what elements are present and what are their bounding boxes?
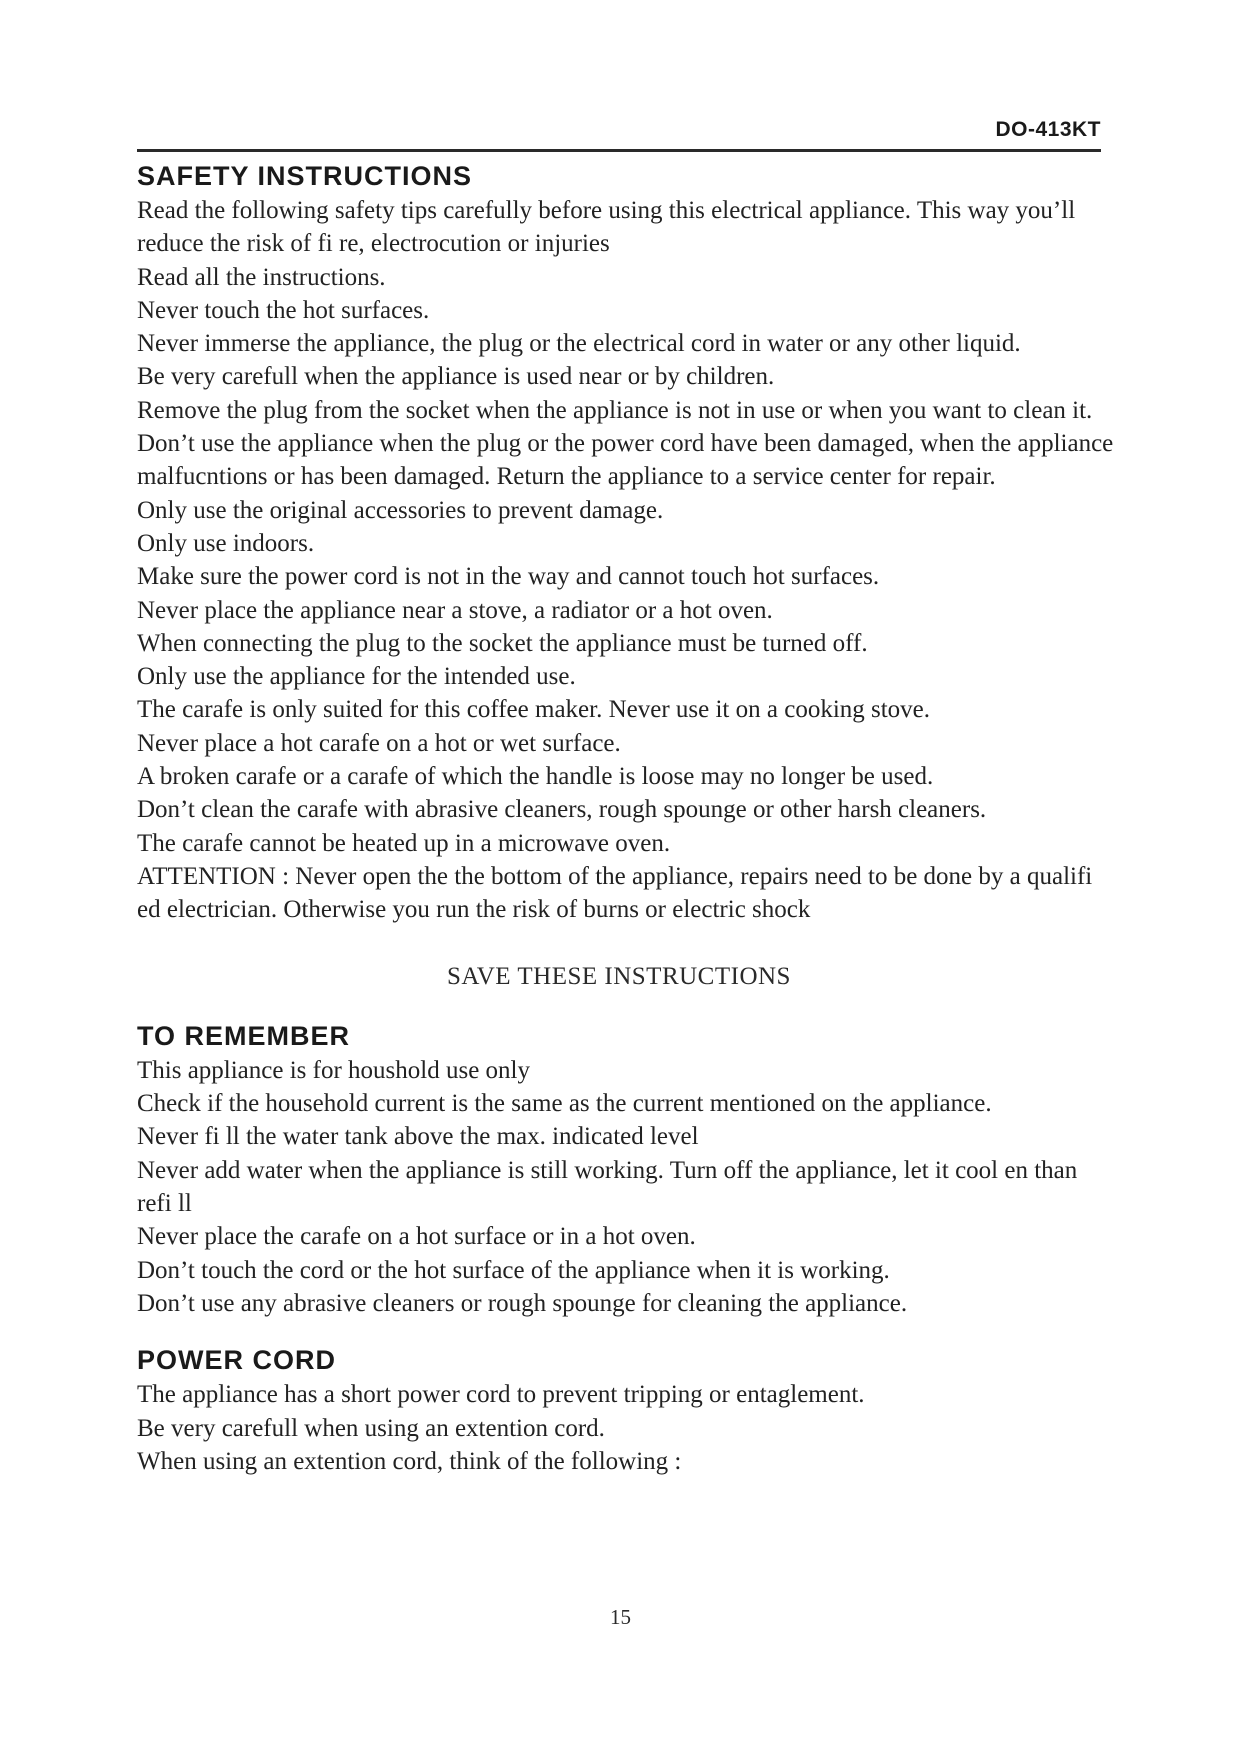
save-instructions-notice: SAVE THESE INSTRUCTIONS [447, 962, 791, 990]
safety-line: Read all the instructions. [137, 263, 386, 291]
remember-line: Check if the household current is the same as the current mentioned on the appliance. [137, 1090, 992, 1118]
safety-line: When connecting the plug to the socket the appliance must be turned off. [137, 629, 868, 657]
safety-instructions-section [137, 158, 1117, 993]
safety-line: Never immerse the appliance, the plug or the electrical cord in water or any other liquid. [137, 330, 1021, 358]
safety-instructions-heading: SAFETY INSTRUCTIONS [137, 161, 473, 191]
power-cord-section [137, 1342, 1117, 1478]
model-code: DO-413KT [995, 118, 1101, 141]
safety-line: Don’t use the appliance when the plug or the power cord have been damaged, when the appliance malfucntions or has been damaged. Return the appliance to a service center for repair. [137, 430, 1114, 491]
safety-line: A broken carafe or a carafe of which the handle is loose may no longer be used. [137, 763, 934, 791]
safety-line: Never place a hot carafe on a hot or wet surface. [137, 729, 621, 757]
header-divider [137, 149, 1101, 152]
power-cord-line: Be very carefull when using an extention cord. [137, 1414, 605, 1442]
to-remember-heading: TO REMEMBER [137, 1020, 351, 1051]
remember-line: Never fi ll the water tank above the max. indicated level [137, 1123, 699, 1151]
section-spacer [137, 1320, 1117, 1342]
to-remember-section [137, 1018, 1117, 1320]
power-cord-heading: POWER CORD [137, 1345, 336, 1376]
safety-line: Only use indoors. [137, 529, 315, 557]
remember-line: Never place the carafe on a hot surface or in a hot oven. [137, 1223, 696, 1251]
power-cord-line: The appliance has a short power cord to prevent tripping or entaglement. [137, 1381, 865, 1409]
safety-instructions-list [137, 194, 1117, 927]
power-cord-line: When using an extention cord, think of the following : [137, 1447, 682, 1475]
safety-line: The carafe cannot be heated up in a microwave oven. [137, 829, 671, 857]
safety-line: Remove the plug from the socket when the appliance is not in use or when you want to clean it. [137, 396, 1093, 424]
remember-line: Don’t touch the cord or the hot surface of the appliance when it is working. [137, 1256, 890, 1284]
safety-line: Read the following safety tips carefully before using this electrical appliance. This way you’ll reduce the risk of fi re, electrocution or injuries [137, 197, 1076, 258]
safety-line: Never touch the hot surfaces. [137, 296, 430, 324]
remember-line: Never add water when the appliance is still working. Turn off the appliance, let it cool en than refi ll [137, 1156, 1078, 1218]
manual-page-content [137, 158, 1117, 1478]
to-remember-list [137, 1054, 1117, 1320]
safety-line: ATTENTION : Never open the the bottom of the appliance, repairs need to be done by a qualifi ed electrician. Otherwise you run the risk of burns or electric shock [137, 862, 1093, 924]
remember-line: Don’t use any abrasive cleaners or rough spounge for cleaning the appliance. [137, 1289, 908, 1317]
page-number: 15 [610, 1605, 631, 1629]
safety-line: The carafe is only suited for this coffee maker. Never use it on a cooking stove. [137, 696, 931, 724]
power-cord-list [137, 1378, 1117, 1478]
safety-line: Only use the original accessories to prevent damage. [137, 496, 664, 524]
safety-line: Don’t clean the carafe with abrasive cleaners, rough spounge or other harsh cleaners. [137, 796, 987, 824]
remember-line: This appliance is for houshold use only [137, 1056, 530, 1084]
safety-line: Make sure the power cord is not in the way and cannot touch hot surfaces. [137, 563, 880, 591]
safety-line: Only use the appliance for the intended use. [137, 663, 576, 691]
safety-line: Be very carefull when the appliance is used near or by children. [137, 363, 775, 391]
safety-line: Never place the appliance near a stove, a radiator or a hot oven. [137, 596, 773, 624]
